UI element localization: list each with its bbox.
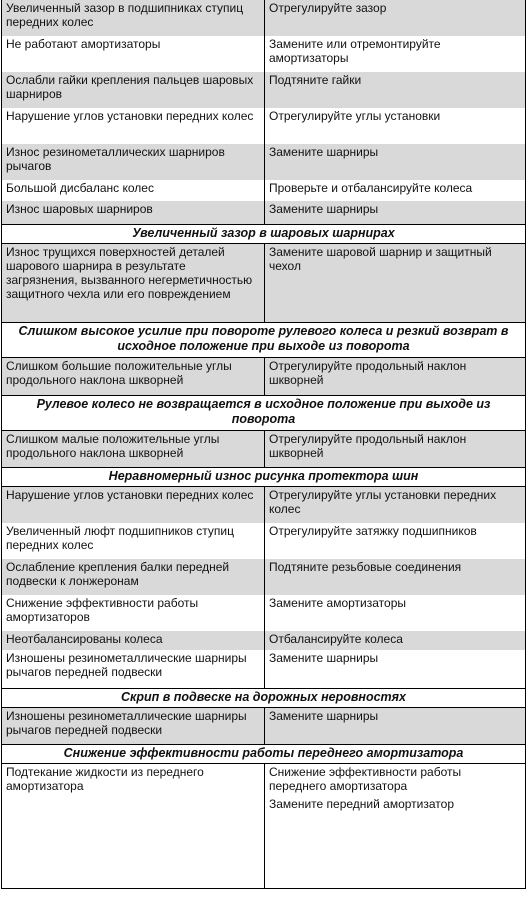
cause-cell: Снижение эффективности работы амортизаторов xyxy=(6,596,199,624)
section-0 xyxy=(2,0,525,224)
table-row xyxy=(2,0,525,36)
remedy-cell: Подтяните гайки xyxy=(264,72,525,108)
table-row xyxy=(2,72,525,108)
cause-cell: Ослабление крепления балки передней подвески к лонжеронам xyxy=(6,560,230,588)
cause-cell: Увеличенный люфт подшипников ступиц передних колес xyxy=(6,524,234,552)
remedy-cell: Замените шаровой шарнир и защитный чехол xyxy=(264,244,525,322)
remedy-cell: Отрегулируйте углы установки передних колес xyxy=(264,487,525,523)
cause-cell: Большой дисбаланс колес xyxy=(6,181,154,195)
cause-cell: Износ резинометаллических шарниров рычагов xyxy=(6,145,225,173)
table-row xyxy=(2,650,525,688)
remedy-line: Снижение эффективности работы переднего амортизатора xyxy=(269,765,462,793)
remedy-cell: Замените шарниры xyxy=(264,650,525,688)
cause-cell: Увеличенный зазор в подшипниках ступиц передних колес xyxy=(6,1,244,29)
remedy-cell: Замените шарниры xyxy=(264,708,525,744)
cause-cell: Нарушение углов установки передних колес xyxy=(6,488,254,502)
section-heading: Неравномерный износ рисунка протектора шин xyxy=(2,467,525,487)
cause-cell: Неотбалансированы колеса xyxy=(6,632,163,646)
cause-cell: Износ трущихся поверхностей деталей шарового шарнира в результате загрязнения, вызванного негерметичностью защитного чехла или его повреждением xyxy=(6,245,253,301)
table-row xyxy=(2,708,525,744)
cause-cell: Подтекание жидкости из переднего амортизатора xyxy=(6,765,204,793)
section-heading: Снижение эффективности работы переднего амортизатора xyxy=(2,744,525,764)
remedy-cell: Отрегулируйте продольный наклон шкворней xyxy=(264,431,525,467)
cause-cell: Не работают амортизаторы xyxy=(6,37,161,51)
table-row xyxy=(2,144,525,180)
remedy-cell: Замените или отремонтируйте амортизаторы xyxy=(264,36,525,72)
table-row xyxy=(2,244,525,322)
remedy-cell: Отрегулируйте углы установки xyxy=(264,108,525,144)
table-row xyxy=(2,559,525,595)
cause-cell: Нарушение углов установки передних колес xyxy=(6,109,254,123)
remedy-cell: Отрегулируйте продольный наклон шкворней xyxy=(264,358,525,395)
remedy-cell: Отрегулируйте зазор xyxy=(264,0,525,36)
table-row xyxy=(2,764,525,888)
remedy-cell: Отбалансируйте колеса xyxy=(264,631,525,650)
section-heading: Скрип в подвеске на дорожных неровностях xyxy=(2,688,525,708)
table-row xyxy=(2,180,525,201)
troubleshooting-table xyxy=(1,0,526,889)
table-row xyxy=(2,431,525,467)
table-row xyxy=(2,487,525,523)
section-heading: Слишком высокое усилие при повороте рулевого колеса и резкий возврат в исходное положение при выходе из поворота xyxy=(2,322,525,358)
remedy-cell: Отрегулируйте затяжку подшипников xyxy=(264,523,525,559)
cause-cell: Износ шаровых шарниров xyxy=(6,202,153,216)
cause-cell: Ослабли гайки крепления пальцев шаровых шарниров xyxy=(6,73,254,101)
cause-cell: Слишком малые положительные углы продольного наклона шкворней xyxy=(6,432,220,460)
remedy-cell: Замените шарниры xyxy=(264,144,525,180)
remedy-cell: Замените шарниры xyxy=(264,201,525,224)
remedy-cell xyxy=(264,764,525,888)
table-row xyxy=(2,358,525,395)
section-heading: Рулевое колесо не возвращается в исходное положение при выходе из поворота xyxy=(2,395,525,431)
remedy-line: Замените передний амортизатор xyxy=(269,797,454,811)
cause-cell: Изношены резинометаллические шарниры рычагов передней подвески xyxy=(6,709,247,737)
cause-cell: Слишком большие положительные углы продольного наклона шкворней xyxy=(6,359,232,387)
table-row xyxy=(2,595,525,631)
remedy-cell: Подтяните резьбовые соединения xyxy=(264,559,525,595)
table-row xyxy=(2,108,525,144)
table-row xyxy=(2,631,525,650)
table-row xyxy=(2,201,525,224)
table-row xyxy=(2,523,525,559)
section-heading: Увеличенный зазор в шаровых шарнирах xyxy=(2,224,525,244)
remedy-cell: Проверьте и отбалансируйте колеса xyxy=(264,180,525,201)
remedy-cell: Замените амортизаторы xyxy=(264,595,525,631)
table-row xyxy=(2,36,525,72)
cause-cell: Изношены резинометаллические шарниры рычагов передней подвески xyxy=(6,651,247,679)
